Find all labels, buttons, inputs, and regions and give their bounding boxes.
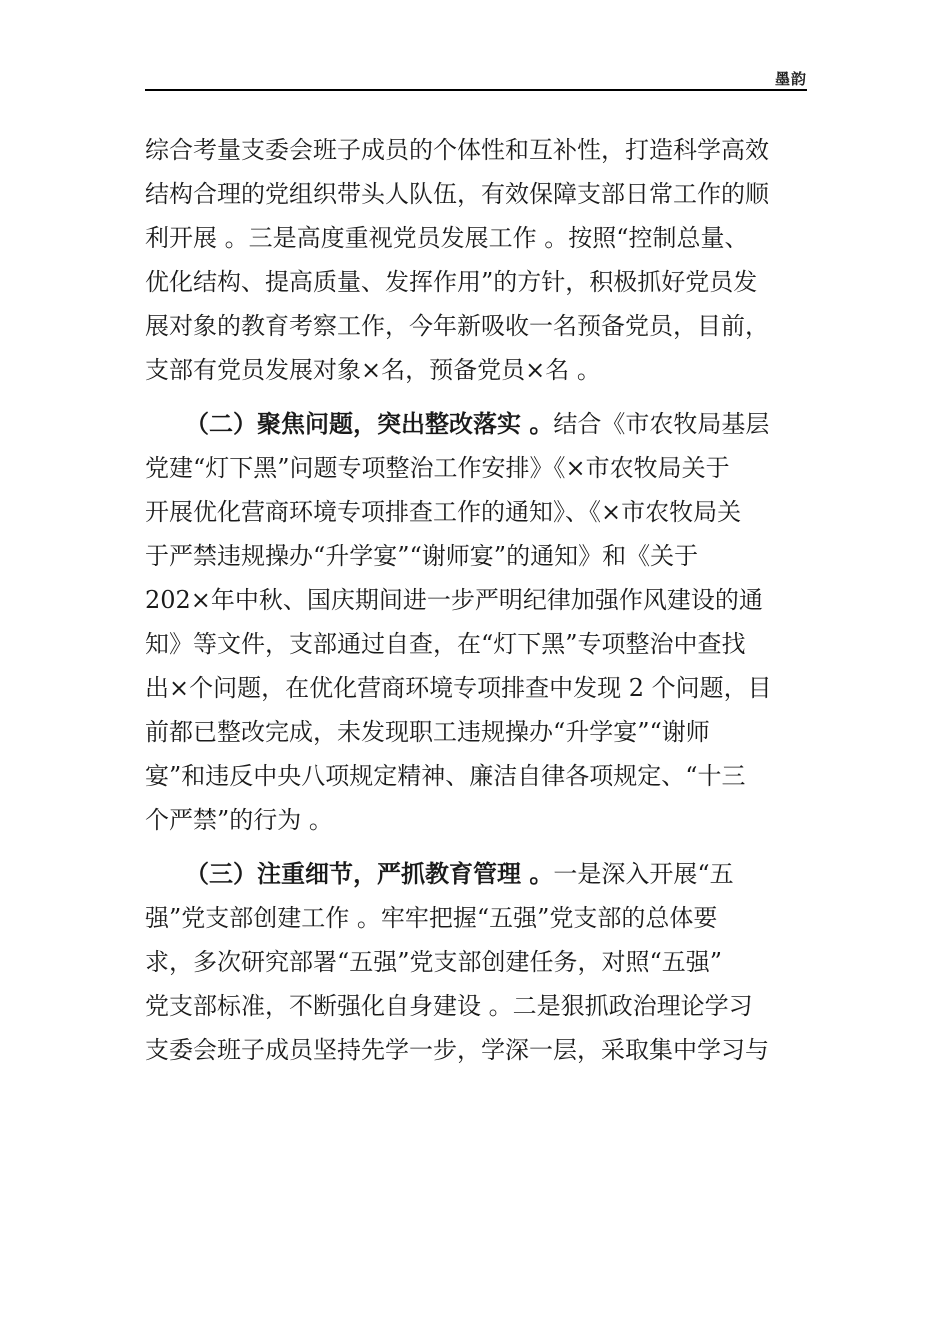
text-line: 综合考量支委会班子成员的个体性和互补性，打造科学高效 xyxy=(145,136,769,164)
text-line: 支委会班子成员坚持先学一步，学深一层，采取集中学习与 xyxy=(145,1036,769,1064)
text-span: 一是深入开展“五 xyxy=(553,860,734,888)
paragraph-section-3 xyxy=(145,852,807,1072)
text-line: 求，多次研究部署“五强”党支部创建任务，对照“五强” xyxy=(145,948,723,976)
text-line: 知》等文件，支部通过自查，在“灯下黑”专项整治中查找 xyxy=(145,630,746,658)
text-line: 宴”和违反中央八项规定精神、廉洁自律各项规定、“十三 xyxy=(145,762,746,790)
paragraph-continuation xyxy=(145,128,807,392)
text-line: 结构合理的党组织带头人队伍，有效保障支部日常工作的顺 xyxy=(145,180,769,208)
paragraph-first-line xyxy=(145,402,807,446)
page-header xyxy=(145,66,807,88)
document-body xyxy=(145,128,807,1072)
text-line: 202×年中秋、国庆期间进一步严明纪律加强作风建设的通 xyxy=(145,586,763,614)
text-line: 优化结构、提高质量、发挥作用”的方针，积极抓好党员发 xyxy=(145,268,758,296)
header-brand: 墨韵 xyxy=(774,70,807,88)
text-line: 开展优化营商环境专项排查工作的通知》、《×市农牧局关 xyxy=(145,498,742,526)
section-heading: （三）注重细节，严抓教育管理 。 xyxy=(185,859,554,888)
header-rule xyxy=(145,89,807,91)
text-line: 支部有党员发展对象×名，预备党员×名 。 xyxy=(145,356,601,384)
text-line: 出×个问题，在优化营商环境专项排查中发现 2 个问题，目 xyxy=(145,674,772,702)
text-line: 前都已整改完成，未发现职工违规操办“升学宴”“谢师 xyxy=(145,718,710,746)
paragraph-section-2 xyxy=(145,402,807,842)
text-line: 于严禁违规操办“升学宴”“谢师宴”的通知》和《关于 xyxy=(145,542,699,570)
text-line: 利开展 。三是高度重视党员发展工作 。按照“控制总量、 xyxy=(145,224,749,252)
paragraph-first-line xyxy=(145,852,807,896)
text-span: 结合《市农牧局基层 xyxy=(553,410,770,438)
text-line: 展对象的教育考察工作，今年新吸收一名预备党员，目前， xyxy=(145,312,769,340)
text-line: 强”党支部创建工作 。牢牢把握“五强”党支部的总体要 xyxy=(145,904,718,932)
section-heading: （二）聚焦问题，突出整改落实 。 xyxy=(185,409,554,438)
text-line: 个严禁”的行为 。 xyxy=(145,806,333,834)
text-line: 党建“灯下黑”问题专项整治工作安排》《×市农牧局关于 xyxy=(145,454,730,482)
text-line: 党支部标准，不断强化自身建设 。二是狠抓政治理论学习 xyxy=(145,992,753,1020)
